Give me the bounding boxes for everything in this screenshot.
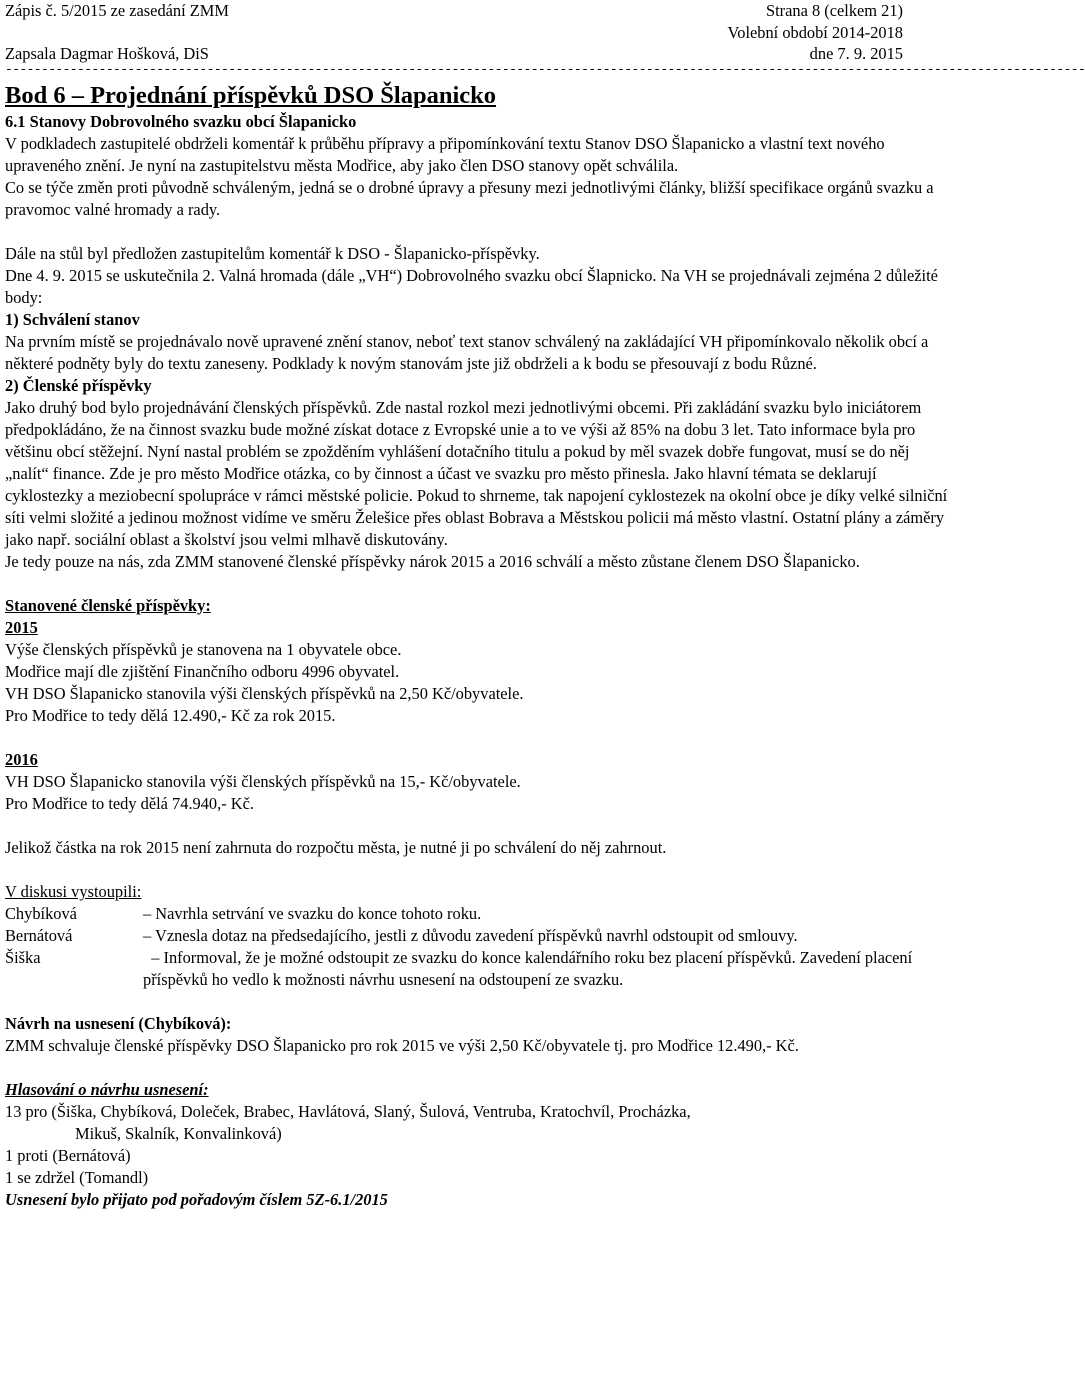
fees-note: Jelikož částka na rok 2015 není zahrnuta do rozpočtu města, je nutné ji po schválení do něj zahrnout. [5, 838, 667, 857]
header-row-1 [5, 0, 955, 22]
item-1-text: Na prvním místě se projednávalo nově upravené znění stanov, neboť text stanov schválený na zakládající VH připomínkovalo několik obcí a některé podněty byly do textu zaneseny. Podklady k novým stanovám jste již obdrželi a k bodu se přesouvají z bodu Různé. [5, 332, 929, 373]
paragraph-changes: Co se týče změn proti původně schváleným, jedná se o drobné úpravy a přesuny mezi jednotlivými články, bližší specifikace orgánů svazku a pravomoc valné hromady a rady. [5, 178, 934, 219]
vote-result: Usnesení bylo přijato pod pořadovým číslem 5Z-6.1/2015 [5, 1190, 388, 1209]
fees-2015-line: Modřice mají dle zjištění Finančního odboru 4996 obyvatel. [5, 662, 400, 681]
document-title: Zápis č. 5/2015 ze zasedání ZMM [5, 1, 229, 20]
fees-year-2016: 2016 [5, 750, 38, 769]
spacer [5, 859, 955, 881]
resolution-text: ZMM schvaluje členské příspěvky DSO Šlapanicko pro rok 2015 ve výši 2,50 Kč/obyvatele tj. pro Modřice 12.490,- Kč. [5, 1036, 799, 1055]
spacer [5, 221, 955, 243]
speaker-statement: – Informoval, že je možné odstoupit ze svazku do konce kalendářního roku bez placení příspěvků. Zavedení placení příspěvků ho vedlo k možnosti návrhu usnesení na odstoupení ze svazku. [143, 948, 917, 989]
fees-year-2015: 2015 [5, 618, 38, 637]
subsection-heading: 6.1 Stanovy Dobrovolného svazku obcí Šlapanicko [5, 112, 357, 131]
spacer [5, 991, 955, 1013]
page-number: Strana 8 (celkem 21) [766, 1, 903, 20]
paragraph-conclusion: Je tedy pouze na nás, zda ZMM stanovené členské příspěvky nárok 2015 a 2016 schválí a město zůstane členem DSO Šlapanicko. [5, 552, 860, 571]
item-1-title: 1) Schválení stanov [5, 310, 140, 329]
fees-2015-line: Pro Modřice to tedy dělá 12.490,- Kč za rok 2015. [5, 706, 336, 725]
discussion-title: V diskusi vystoupili: [5, 882, 142, 901]
resolution-title: Návrh na usnesení (Chybíková): [5, 1014, 232, 1033]
spacer [5, 815, 955, 837]
vote-against: 1 proti (Bernátová) [5, 1146, 131, 1165]
discussion-row [5, 947, 955, 991]
spacer [5, 727, 955, 749]
section-heading: Bod 6 – Projednání příspěvků DSO Šlapanicko [5, 82, 497, 109]
discussion-row [5, 925, 955, 947]
speaker-statement: – Navrhla setrvání ve svazku do konce tohoto roku. [143, 904, 482, 923]
meeting-date: dne 7. 9. 2015 [809, 44, 903, 63]
author: Zapsala Dagmar Hošková, DiS [5, 44, 209, 63]
vote-for-continued: Mikuš, Skalník, Konvalinková) [75, 1124, 282, 1143]
speaker-statement: – Vznesla dotaz na předsedajícího, jestli z důvodu zavedení příspěvků navrhl odstoupit od smlouvy. [143, 926, 798, 945]
speaker-name: Šiška [5, 948, 41, 967]
fees-title: Stanovené členské příspěvky: [5, 596, 211, 615]
paragraph-intro: V podkladech zastupitelé obdrželi komentář k průběhu přípravy a připomínkování textu Stanov DSO Šlapanicko a vlastní text nového upraveného znění. Je nyní na zastupitelstvu města Modřice, aby jako člen DSO stanovy opět schválila. [5, 134, 885, 175]
fees-2015-line: Výše členských příspěvků je stanovena na 1 obyvatele obce. [5, 640, 402, 659]
header-divider: ------------------------------------------------------------------------------------------------------------------------------------------------------ [5, 62, 1085, 77]
item-2-title: 2) Členské příspěvky [5, 376, 152, 395]
paragraph-general-meeting: Dne 4. 9. 2015 se uskutečnila 2. Valná hromada (dále „VH“) Dobrovolného svazku obcí Šlapnicko. Na VH se projednávali zejména 2 důležité body: [5, 266, 938, 307]
paragraph-comment: Dále na stůl byl předložen zastupitelům komentář k DSO - Šlapanicko-příspěvky. [5, 244, 540, 263]
vote-for: 13 pro (Šiška, Chybíková, Doleček, Brabec, Havlátová, Slaný, Šulová, Ventruba, Kratochvíl, Procházka, [5, 1102, 691, 1121]
discussion-row [5, 903, 955, 925]
spacer [5, 1057, 955, 1079]
document-page [5, 0, 1085, 1211]
header-row-3 [5, 43, 955, 65]
vote-abstain: 1 se zdržel (Tomandl) [5, 1168, 149, 1187]
vote-title: Hlasování o návrhu usnesení: [5, 1080, 209, 1099]
fees-2016-line: Pro Modřice to tedy dělá 74.940,- Kč. [5, 794, 254, 813]
speaker-name: Chybíková [5, 904, 77, 923]
fees-2015-line: VH DSO Šlapanicko stanovila výši členských příspěvků na 2,50 Kč/obyvatele. [5, 684, 524, 703]
speaker-name: Bernátová [5, 926, 73, 945]
spacer [5, 573, 955, 595]
election-period: Volební období 2014-2018 [727, 23, 903, 42]
fees-2016-line: VH DSO Šlapanicko stanovila výši členských příspěvků na 15,- Kč/obyvatele. [5, 772, 521, 791]
item-2-text: Jako druhý bod bylo projednávání členských příspěvků. Zde nastal rozkol mezi jednotlivými obcemi. Při zakládání svazku bylo iniciátorem předpokládáno, že na činnost svazku bude možné získat dotace z Evropské unie a to ve výši až 85% na dobu 3 let. Tato informace byla pro většinu obcí stěžejní. Nyní nastal problém se zpožděním vyhlášení dotačního titulu a pokud by měl svazek dobře fungovat, musí se do něj „nalít“ finance. Zde je pro město Modřice otázka, co by činnost a účast ve svazku pro město přinesla. Jako hlavní témata se deklarují cyklostezky a meziobecní spolupráce v rámci městské policie. Pokud to shrneme, tak napojení cyklostezek na okolní obce je díky velké silniční síti velmi složité a jedinou možnost vidíme ve směru Želešice přes oblast Bobrava a Městskou policii má město vlastní. Ostatní plány a záměry jako např. sociální oblast a školství jsou velmi mlhavě diskutovány. [5, 398, 948, 549]
header-row-2 [5, 22, 955, 44]
